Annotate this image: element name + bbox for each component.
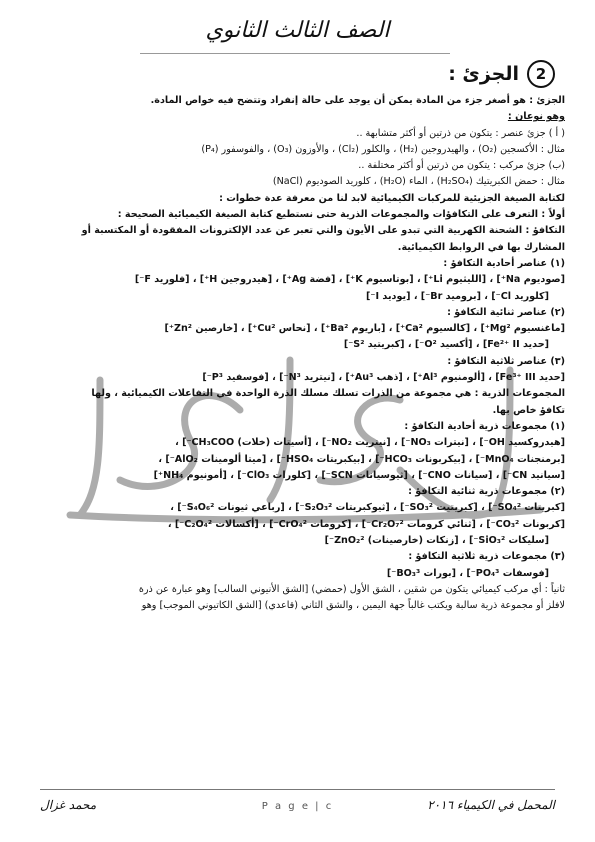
divalent-groups-heading: (٢) مجموعات ذرية ثنائية التكافؤ : <box>408 486 565 498</box>
trivalent-elements-list: [حديد Fe³⁺ III] ، [ألومنيوم Al³⁺] ، [ذهب Au³⁺] ، [نيتريد N³⁻] ، [فوسفيد P³⁻] <box>202 372 565 384</box>
divalent-elements-heading: (٢) عناصر ثنائية التكافؤ : <box>447 306 565 318</box>
second-step-text: ثانياً : أي مركب كيميائي يتكون من شقين ، الشق الأول (حمضي) [الشق الأنيوني السالب] وهو عبارة عن ذرة <box>138 583 565 595</box>
footer-author: محمد غزال <box>40 798 97 812</box>
trivalent-elements-heading: (٣) عناصر ثلاثية التكافؤ : <box>447 355 565 367</box>
valency-definition-cont: المشارك بها في الروابط الكيميائية. <box>397 241 565 253</box>
monovalent-groups-list: [هيدروكسيد OH⁻] ، [نيترات NO₃⁻] ، [نيتريت NO₂⁻] ، [أسيتات (خلات) CH₃COO⁻] ، <box>175 437 565 449</box>
element-molecule-example: مثال : الأكسجين (O₂) ، والهيدروجين (H₂) ، والكلور (Cl₂) ، والأوزون (O₃) ، والفوسفور (P₄) <box>201 143 565 155</box>
monovalent-elements-heading: (١) عناصر أحادية التكافؤ : <box>443 257 565 269</box>
atomic-groups-definition: المجموعات الذرية : هي مجموعة من الذرات تسلك مسلك الذرة الواحدة في التفاعلات الكيميائية ، ولها <box>91 388 565 400</box>
monovalent-elements-list: [صوديوم Na⁺] ، [الليثيوم Li⁺] ، [بوتاسيوم K⁺] ، [فضة Ag⁺] ، [هيدروجين H⁺] ، [فلوريد F⁻] <box>134 274 565 286</box>
compound-molecule-example: مثال : حمض الكبريتيك (H₂SO₄) ، الماء (H₂O) ، كلوريد الصوديوم (NaCl) <box>272 176 565 188</box>
valency-definition: التكافؤ : الشحنة الكهربية التي تبدو على الأيون والتي تعبر عن عدد الإلكترونات المفقودة أو المكتسبة أو <box>81 225 565 237</box>
monovalent-elements-list-2: [كلوريد Cl⁻] ، [بروميد Br⁻] ، [يوديد I⁻] <box>366 290 549 302</box>
divalent-elements-list: [ماغنسيوم Mg²⁺] ، [كالسيوم Ca²⁺] ، [باريوم Ba²⁺] ، [نحاس Cu²⁺] ، [خارصين Zn²⁺] <box>164 323 565 335</box>
monovalent-groups-heading: (١) مجموعات ذرية أحادية التكافؤ : <box>404 420 565 432</box>
trivalent-groups-list: [فوسفات PO₄³⁻] ، [بورات BO₃³⁻] <box>386 567 549 579</box>
types-heading: وهو نوعان : <box>507 111 565 123</box>
second-step-text-cont: لافلز أو مجموعة ذرية سالبة ويكتب غالباً جهة اليمين ، والشق الثاني (قاعدي) [الشق الكاتيوني الموجب] وهو <box>141 600 565 612</box>
footer-divider <box>40 789 555 790</box>
section-heading <box>448 60 555 88</box>
section-number-badge: 2 <box>527 60 555 88</box>
divalent-groups-list-3: [سليكات SiO₃²⁻] ، [زنكات (خارصينات) ZnO₂²⁻] <box>324 535 549 547</box>
page-header-title: الصف الثالث الثانوي <box>205 18 390 43</box>
formula-steps-intro: لكتابة الصيغة الجزيئية للمركبات الكيميائية لابد لنا من معرفة عدة خطوات : <box>219 192 565 204</box>
monovalent-groups-list-2: [برمنجنات MnO₄⁻] ، [بيكربونات HCO₃⁻] ، [بيكبريتات HSO₄⁻] ، [ميتا ألومينات AlO₂⁻] ، <box>158 453 565 465</box>
first-step-heading: أولاً : التعرف على التكافؤات والمجموعات الذرية حتى نستطيع كتابة الصيغة الكيميائية الصحيحة : <box>117 209 565 221</box>
footer-page-label: P a g e | c <box>261 801 334 812</box>
divalent-groups-list-2: [كربونات CO₃²⁻] ، [ثنائي كرومات Cr₂O₇²⁻] ، [كرومات CrO₄²⁻] ، [أكسالات C₂O₄²⁻] ، <box>167 518 565 530</box>
document-body <box>30 93 565 615</box>
element-molecule-def: ( أ ) جزئ عنصر : يتكون من ذرتين أو أكثر متشابهة .. <box>356 127 565 139</box>
definition-molecule: الجزئ : هو أصغر جزء من المادة يمكن أن يوجد على حالة إنفراد وتتضح فيه خواص المادة. <box>150 95 565 106</box>
compound-molecule-def: (ب) جزئ مركب : يتكون من ذرتين أو أكثر مختلفة .. <box>358 160 565 172</box>
footer-book-title: المحمل في الكيمياء ٢٠١٦ <box>427 798 555 812</box>
section-title: الجزئ : <box>448 63 519 85</box>
header-divider <box>140 53 450 54</box>
divalent-groups-list: [كبريتات SO₄²⁻] ، [كبريتيت SO₃²⁻] ، [ثيوكبريتات S₂O₃²⁻] ، [رباعي ثيونات S₄O₆²⁻] ، <box>170 502 565 514</box>
divalent-elements-list-2: [حديد Fe²⁺ II] ، [أكسيد O²⁻] ، [كبريتيد S²⁻] <box>343 339 549 351</box>
atomic-groups-definition-cont: تكافؤ خاص بها. <box>492 404 565 416</box>
trivalent-groups-heading: (٣) مجموعات ذرية ثلاثية التكافؤ : <box>408 551 565 563</box>
monovalent-groups-list-3: [سيانيد CN⁻] ، [سيانات CNO⁻] ، [ثيوسيانات SCN⁻] ، [كلورات ClO₃⁻] ، [أمونيوم NH₄⁺] <box>153 469 565 481</box>
